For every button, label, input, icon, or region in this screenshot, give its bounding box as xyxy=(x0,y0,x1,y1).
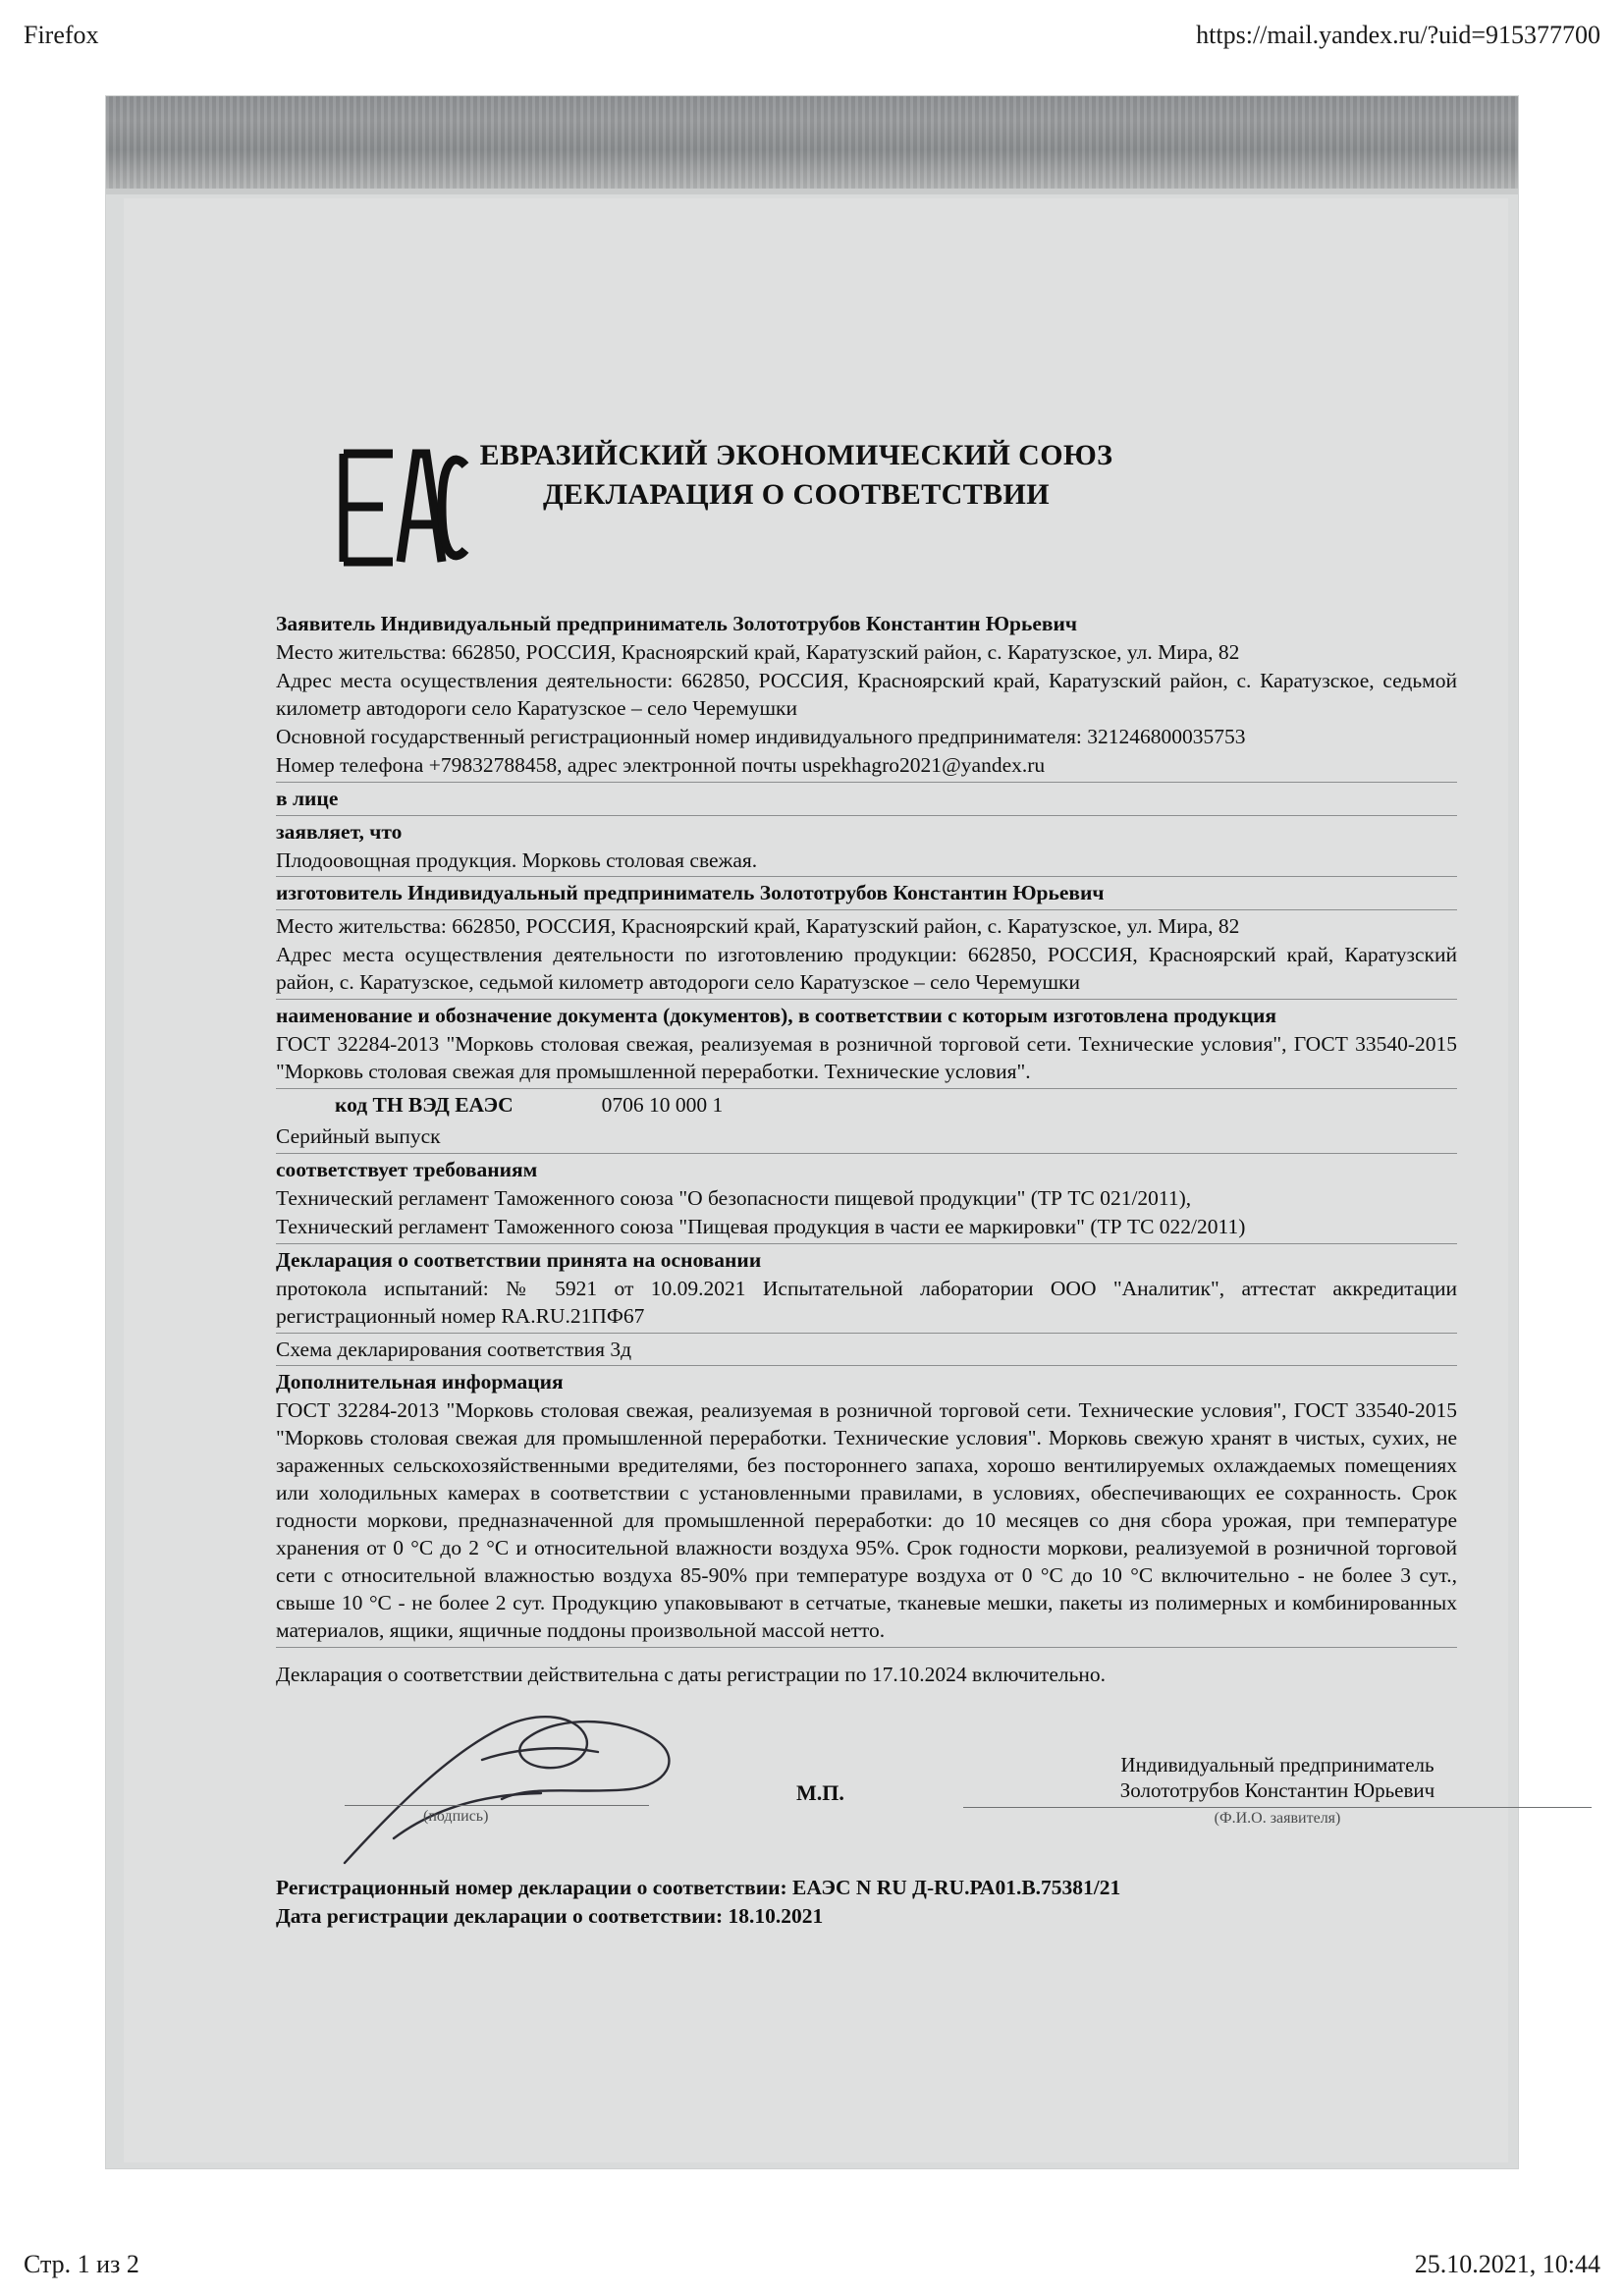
regulation-1: Технический регламент Таможенного союза "О безопасности пищевой продукции" (ТР ТС 021/2011), xyxy=(276,1185,1192,1210)
signature-block xyxy=(276,1709,1457,1856)
regulation-2: Технический регламент Таможенного союза "Пищевая продукция в части ее маркировки" (ТР ТС 022/2011) xyxy=(276,1214,1246,1238)
scheme-label: Схема декларирования соответствия 3д xyxy=(276,1337,632,1361)
product-name: Плодоовощная продукция. Морковь столовая свежая. xyxy=(276,847,758,872)
divider-11 xyxy=(276,1647,1457,1648)
registration-date: Дата регистрации декларации о соответствии: 18.10.2021 xyxy=(276,1903,824,1928)
applicant-row xyxy=(276,611,1457,638)
document-title xyxy=(124,436,1469,515)
applicant-label: Заявитель xyxy=(276,612,376,635)
signer-name: Золототрубов Константин Юрьевич xyxy=(1119,1778,1435,1802)
browser-name: Firefox xyxy=(24,21,99,49)
manufacturer-row xyxy=(276,880,1457,907)
manufacturer-label: изготовитель xyxy=(276,881,403,905)
divider-7 xyxy=(276,1153,1457,1154)
scanned-document xyxy=(106,96,1518,2168)
print-header xyxy=(0,18,1624,53)
tnved-value: 0706 10 000 1 xyxy=(601,1093,724,1117)
applicant-activity-address: Адрес места осуществления деятельности: 662850, РОССИЯ, Красноярский край, Каратузский район, с. Каратузское, седьмой километр автодороги село Каратузское – село Черемушки xyxy=(276,668,1457,720)
document-paper xyxy=(124,198,1508,2162)
divider-10 xyxy=(276,1365,1457,1366)
additional-label: Дополнительная информация xyxy=(276,1370,564,1394)
doc-name-value: ГОСТ 32284-2013 "Морковь столовая свежая, реализуемая в розничной торговой сети. Технические условия", ГОСТ 33540-2015 "Морковь столовая свежая для промышленной переработки. Технические условия". xyxy=(276,1032,1457,1084)
registration-number: Регистрационный номер декларации о соответствии: ЕАЭС N RU Д-RU.РА01.В.75381/21 xyxy=(276,1875,1121,1899)
manufacturer-residence: Место жительства: 662850, РОССИЯ, Красноярский край, Каратузский район, с. Каратузское, ул. Мира, 82 xyxy=(276,914,1240,939)
page-indicator: Стр. 1 из 2 xyxy=(24,2250,139,2278)
divider-4 xyxy=(276,909,1457,910)
manufacturer-value: Индивидуальный предприниматель Золототрубов Константин Юрьевич xyxy=(407,881,1105,905)
title-line-1: ЕВРАЗИЙСКИЙ ЭКОНОМИЧЕСКИЙ СОЮЗ xyxy=(479,439,1113,471)
divider-3 xyxy=(276,876,1457,877)
applicant-phone-email: Номер телефона +79832788458, адрес электронной почты uspekhagro2021@yandex.ru xyxy=(276,752,1046,777)
title-line-2: ДЕКЛАРАЦИЯ О СООТВЕТСТВИИ xyxy=(543,477,1050,511)
divider-1 xyxy=(276,782,1457,783)
basis-value: протокола испытаний: № 5921 от 10.09.2021 Испытательной лаборатории ООО "Аналитик", аттестат аккредитации регистрационный номер RA.RU.21ПФ67 xyxy=(276,1276,1457,1328)
signer-role: Индивидуальный предприниматель xyxy=(1120,1752,1435,1777)
divider-2 xyxy=(276,815,1457,816)
handwritten-signature xyxy=(335,1691,747,1878)
tnved-row xyxy=(276,1092,1457,1120)
tnved-label: код ТН ВЭД ЕАЭС xyxy=(335,1093,514,1117)
divider-6 xyxy=(276,1088,1457,1089)
applicant-value: Индивидуальный предприниматель Золототрубов Константин Юрьевич xyxy=(380,612,1078,635)
print-footer xyxy=(0,2247,1624,2282)
registration-block xyxy=(276,1874,1457,1931)
divider-5 xyxy=(276,999,1457,1000)
signature-rule xyxy=(345,1805,649,1806)
basis-label: Декларация о соответствии принята на основании xyxy=(276,1247,762,1272)
manufacturer-activity-address: Адрес места осуществления деятельности по изготовлению продукции: 662850, РОССИЯ, Красноярский край, Каратузский район, с. Каратузское, седьмой километр автодороги село Каратузское – село Черемушки xyxy=(276,943,1457,995)
conformity-label: соответствует требованиям xyxy=(276,1157,538,1181)
page-url: https://mail.yandex.ru/?uid=915377700 xyxy=(1196,21,1600,49)
doc-name-label: наименование и обозначение документа (документов), в соответствии с которым изготовлена продукция xyxy=(276,1004,1276,1028)
divider-8 xyxy=(276,1243,1457,1244)
signer-caption: (Ф.И.О. заявителя) xyxy=(1214,1809,1341,1827)
applicant-residence: Место жительства: 662850, РОССИЯ, Красноярский край, Каратузский район, с. Каратузское, ул. Мира, 82 xyxy=(276,639,1240,664)
in-person-label: в лице xyxy=(276,786,339,810)
additional-value: ГОСТ 32284-2013 "Морковь столовая свежая, реализуемая в розничной торговой сети. Технические условия", ГОСТ 33540-2015 "Морковь столовая свежая для промышленной переработки. Технические условия". Морковь свежую хранят в чистых, сухих, не зараженных сельскохозяйственными вредителями, без постороннего запаха, хорошо вентилируемых охлаждаемых помещениях или холодильных камерах в соответствии с установленными правилами, в условиях, обеспечивающих ее сохранность. Срок годности моркови, предназначенной для промышленной переработки: до 10 месяцев со дня сбора урожая, при температуре хранения от 0 °С до 2 °С и относительной влажности воздуха 95%. Срок годности моркови, реализуемой в розничной торговой сети с относительной влажностью воздуха 85-90% при температуре воздуха от 0 °С до 10 °С включительно - не более 3 сут., свыше 10 °С - не более 2 сут. Продукцию упаковывают в сетчатые, тканевые мешки, пакеты из полимерных и комбинированных материалов, ящики, ящичные поддоны произвольной массой нетто. xyxy=(276,1398,1457,1642)
signer-info xyxy=(1022,1752,1533,1804)
divider-9 xyxy=(276,1333,1457,1334)
print-timestamp: 25.10.2021, 10:44 xyxy=(1414,2250,1600,2278)
signature-caption: (подпись) xyxy=(423,1807,489,1825)
applicant-ogrnip: Основной государственный регистрационный номер индивидуального предпринимателя: 321246800035753 xyxy=(276,724,1246,748)
scan-edge-shadow xyxy=(106,96,1518,194)
stamp-label: М.П. xyxy=(796,1779,844,1805)
signer-rule xyxy=(963,1807,1592,1808)
validity-line: Декларация о соответствии действительна с даты регистрации по 17.10.2024 включительно. xyxy=(276,1662,1107,1686)
declares-label: заявляет, что xyxy=(276,819,403,844)
document-body xyxy=(276,611,1457,1931)
series-label: Серийный выпуск xyxy=(276,1123,441,1148)
